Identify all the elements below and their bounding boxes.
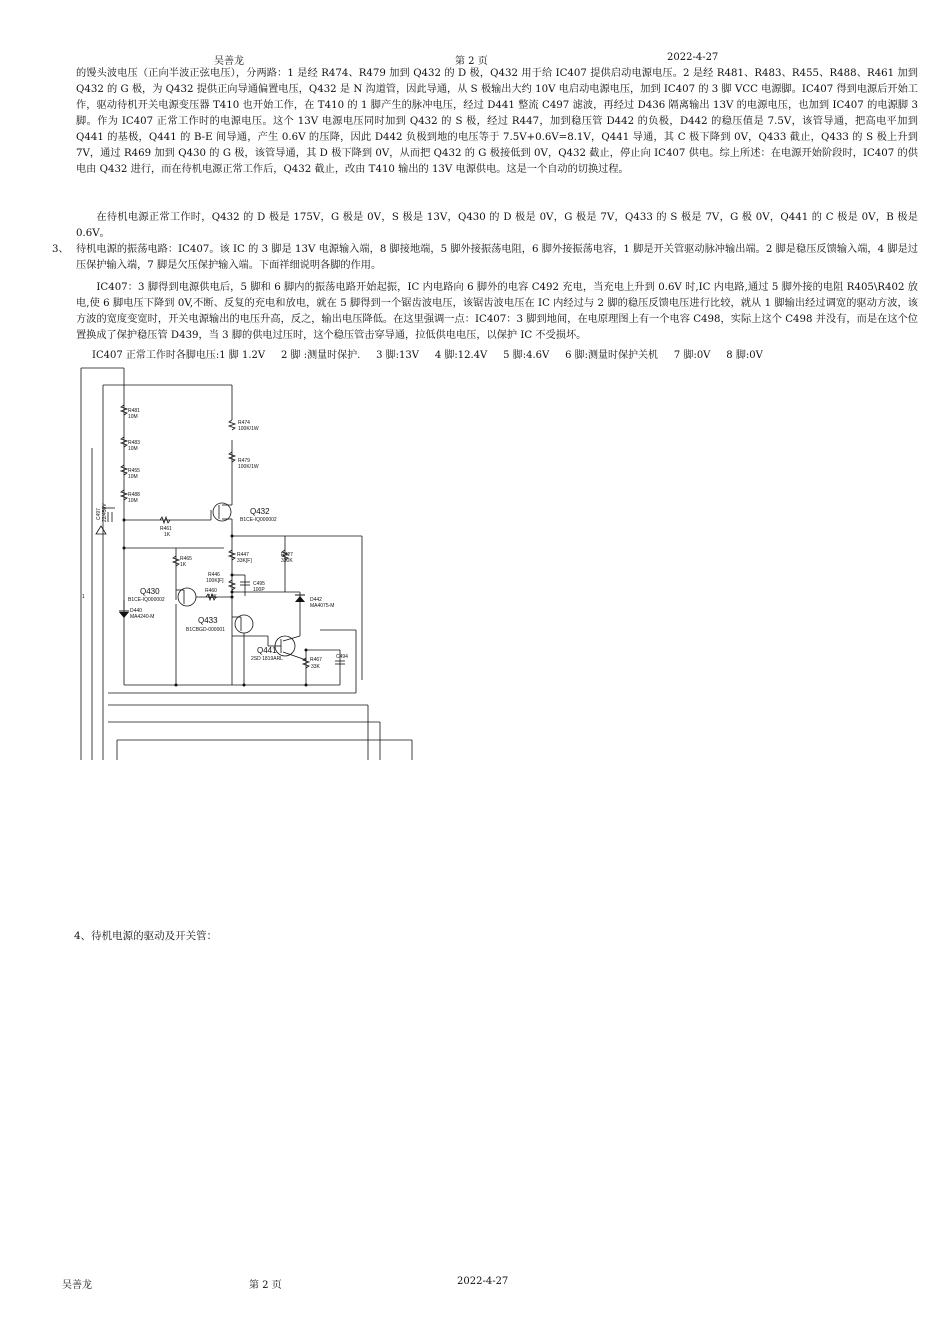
label-d440: D440	[130, 608, 142, 614]
label-r479: R479	[238, 458, 250, 464]
label-r447: R447	[237, 552, 249, 558]
value-r479: 100K/1W	[238, 464, 259, 470]
value-r455: 10M	[128, 474, 138, 480]
label-r483: R483	[128, 440, 140, 446]
value-r483: 10M	[128, 446, 138, 452]
value-c495: 100P	[253, 587, 265, 593]
paragraph-2: 在待机电源正常工作时，Q432 的 D 极是 175V，G 极是 0V，S 极是 13V，Q430 的 D 极是 0V，G 极是 7V，Q433 的 S 极是 7V，G 极 0V，Q441 的 C 极是 0V，B 极是 0.6V。	[76, 212, 918, 239]
part-q430: B1CE-IQ000002	[128, 597, 165, 603]
diode-d440-symbol	[119, 612, 129, 618]
value-r427: 330K	[281, 558, 293, 564]
label-c494: C494	[336, 654, 348, 660]
label-r488: R488	[128, 492, 140, 498]
paragraph-3: IC407：3 脚得到电源供电后，5 脚和 6 脚内的振荡电路开始起振，IC 内电路向 6 脚外的电容 C492 充电，当充电上升到 0.6V 时,IC 内电路,通过 5 脚外接的电阻 R405\R402 放电,使 6 脚电压下降到 0V,不断、反复的充电和放电，就在 5 脚得到一个锯齿波电压，该锯齿波电压在 IC 内经过与 2 脚的稳压反馈电压进行比较，就从 1 脚输出经过调宽的驱动方波，该方波的宽度变宽时，开关电源输出的电压升高，反之，输出电压降低。在这里强调一点：IC407：3 脚到地间，在电原理图上有一个电容 C498，实际上这个 C498 并没有，而是在这个位置换成了保护稳压管 D439，当 3 脚的供电过压时，这个稳压管击穿导通，拉低供电电压，以保护 IC 不受损坏。	[76, 282, 918, 341]
label-pin-1: 1	[82, 594, 85, 600]
label-c495: C495	[253, 581, 265, 587]
value-r460: 10K	[208, 594, 217, 600]
part-q441: 2SD 1819ARL	[251, 656, 283, 662]
section-3-text: 待机电源的振荡电路：IC407。该 IC 的 3 脚是 13V 电源输入端，8 脚接地端，5 脚外接振荡电阻，6 脚外接振荡电容，1 脚是开关管驱动脉冲输出端。2 脚是稳压反馈输入端，4 脚是过压保护输入端，7 脚是欠压保护输入端。下面祥细说明各脚的作用。	[76, 244, 918, 271]
label-r465: R465	[180, 556, 192, 562]
value-r481: 10M	[128, 414, 138, 420]
header-page: 第 2 页	[455, 56, 488, 67]
header-date: 2022-4-27	[667, 52, 719, 63]
paragraph-1: 的馒头波电压（正向半波正弦电压），分两路：1 是经 R474、R479 加到 Q432 的 D 极，Q432 用于给 IC407 提供启动电源电压。2 是经 R481、R483、R455、R488、R461 加到 Q432 的 G 极，为 Q432 提供正向导通偏置电压，Q432 是 N 沟道管，因此导通，从 S 极输出大约 10V 电启动电源电压，加到 IC407 的 3 脚 VCC 电源脚。IC407 得到电源后开始工作，驱动待机开关电源变压器 T410 也开始工作，在 T410 的 1 脚产生的脉冲电压，经过 D441 整流 C497 滤波，再经过 D436 隔离输出 13V 的电源电压，也加到 IC407 的电源脚 3 脚。作为 IC407 正常工作时的电源电压。这个 13V 电源电压同时加到 Q432 的 S 极，经过 R447，加到稳压管 D442 的负极，D442 的稳压值是 7.5V，该管导通，把高电平加到 Q441 的基极，Q441 的 B-E 间导通，产生 0.6V 的压降，因此 D442 负极到地的电压等于 7.5V+0.6V=8.1V，Q441 导通，其 C 极下降到 0V，Q433 截止，Q433 的 S 极上升到 7V，通过 R469 加到 Q430 的 G 极，该管导通，其 D 极下降到 0V，从而把 Q432 的 G 极接低到 0V，Q432 截止，停止向 IC407 供电。综上所述：在电源开始阶段时，IC407 的供电由 Q432 进行，而在待机电源正常工作后，Q432 截止，改由 T410 输出的 13V 电源供电。这是一个自动的切换过程。	[76, 68, 918, 175]
diode-d442-symbol	[295, 596, 305, 602]
label-q430: Q430	[140, 587, 160, 596]
label-r461: R461	[160, 526, 172, 532]
value-r447: 33K[F]	[237, 558, 252, 564]
part-d440: MA4240-M	[130, 614, 155, 620]
footer-author: 吴善龙	[62, 1280, 92, 1291]
label-r467: R467	[310, 657, 322, 663]
section-3-number: 3、	[52, 244, 69, 255]
value-r488: 10M	[128, 498, 138, 504]
label-q433: Q433	[198, 616, 218, 625]
footer-date: 2022-4-27	[457, 1276, 509, 1287]
part-d442: MA4075-M	[310, 603, 335, 609]
value-r465: 1K	[180, 562, 187, 568]
label-d442: D442	[310, 597, 322, 603]
value-c497: 22/450V	[102, 503, 108, 522]
label-r427: R427	[281, 552, 293, 558]
part-q433: B1CBGD-000001	[186, 627, 225, 633]
section-4-heading: 4、待机电源的驱动及开关管：	[74, 930, 218, 942]
value-r446: 100K[F]	[206, 578, 224, 584]
label-q441: Q441	[257, 646, 277, 655]
value-r461: 1K	[164, 532, 171, 538]
label-r455: R455	[128, 468, 140, 474]
label-c497: C497	[96, 508, 102, 520]
header-author: 吴善龙	[214, 56, 244, 67]
label-r481: R481	[128, 408, 140, 414]
part-q432: B1CE-IQ000002	[240, 517, 277, 523]
label-q432: Q432	[250, 507, 270, 516]
label-r474: R474	[238, 420, 250, 426]
label-r446: R446	[208, 572, 220, 578]
pin-voltage-line: IC407 正常工作时各脚电压:1 脚 1.2V 2 脚 :测量时保护. 3 脚:13V 4 脚:12.4V 5 脚:4.6V 6 脚:测量时保护关机 7 脚:0V 8 脚:0V	[92, 350, 763, 361]
footer-page: 第 2 页	[249, 1280, 282, 1291]
warning-triangle-icon	[96, 526, 106, 534]
label-r460: R460	[205, 588, 217, 594]
value-r467: 33K	[311, 664, 320, 670]
value-r474: 100K/1W	[238, 426, 259, 432]
